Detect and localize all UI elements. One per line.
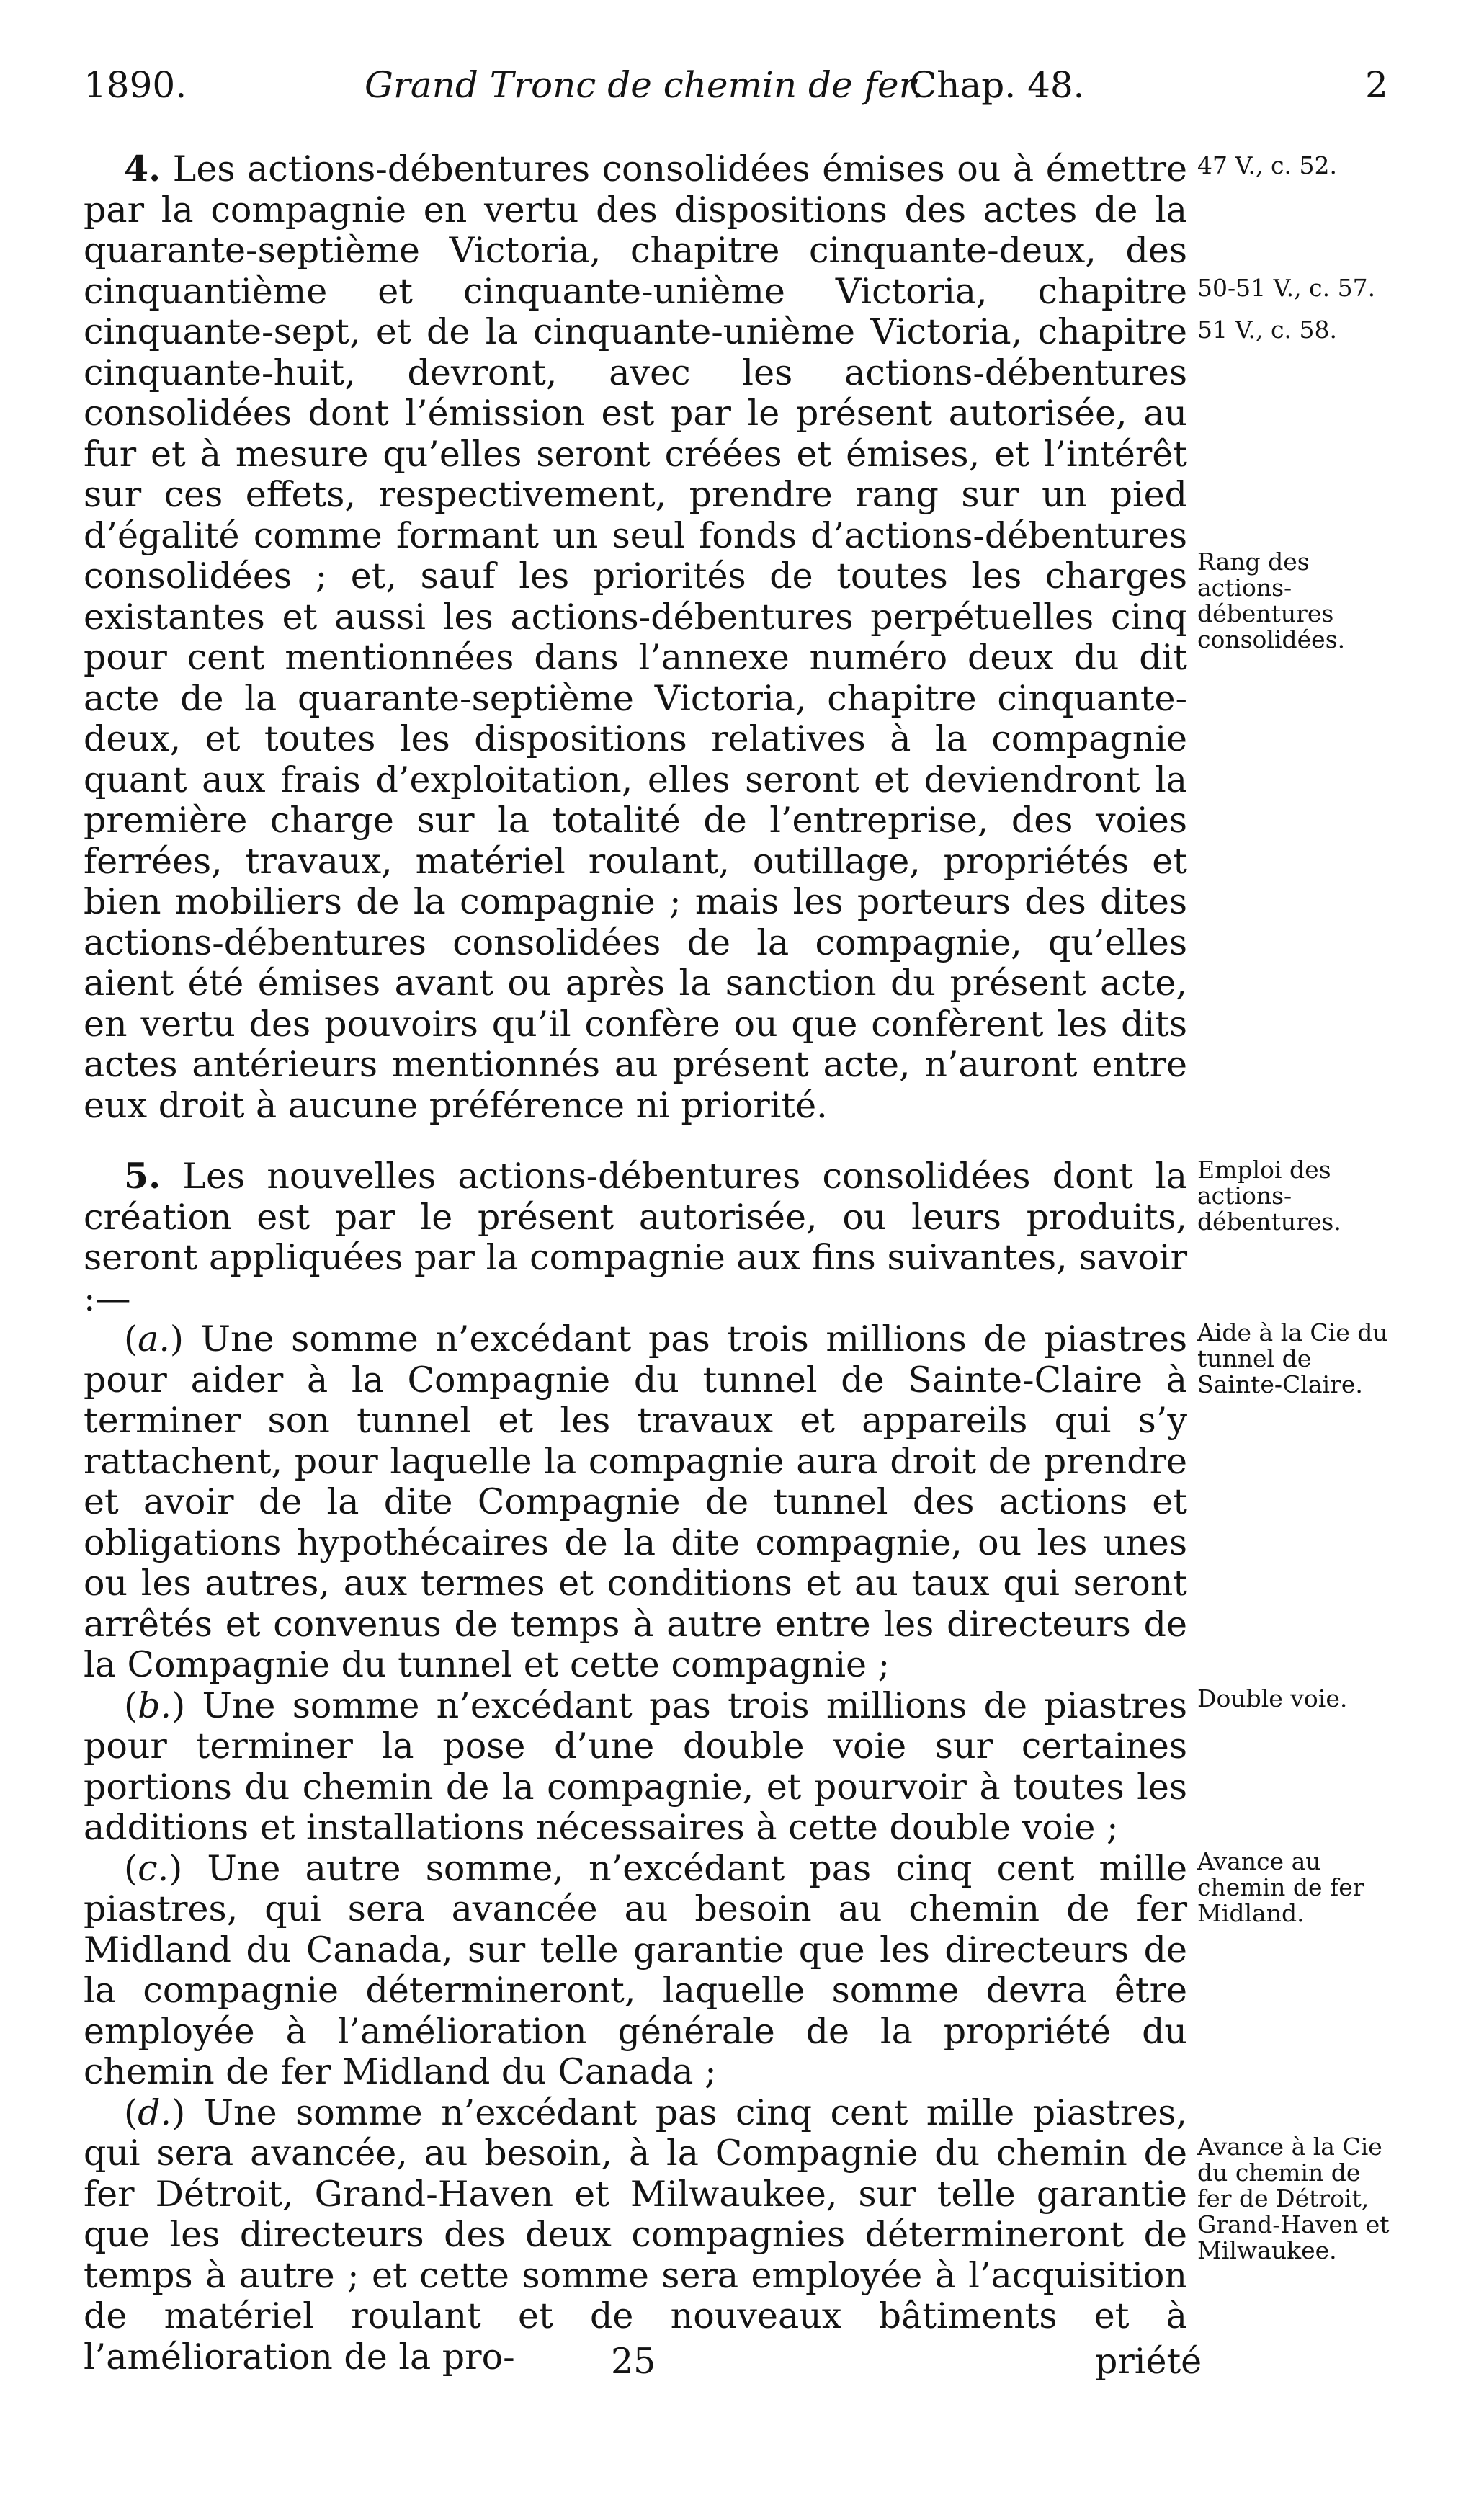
item-a-label: a. [138,1318,170,1360]
item-d-text: Une somme n’excédant pas cinq cent mille piastres, qui sera avancée, au besoin, à la Compagnie du chemin de fer Détroit, Grand-Haven et Milwaukee, sur telle garantie que les directeurs des deux compagnies détermineront de temps à autre ; et cette somme sera employée à l’acquisition de matériel roulant et de nouveaux bâtiments et à l’amélioration de la pro- [84,2091,1188,2378]
margin-note-avance-midland: Avance au chemin de fer Midland. [1197,1847,1364,1927]
margin-note-double-voie: Double voie. [1197,1684,1348,1713]
item-c: (c.) Une autre somme, n’excédant pas cinq cent mille piastres, qui sera avancée au besoin au chemin de fer Midland du Canada, sur telle garantie que les directeurs de la compagnie détermineront, laquelle somme devra être employée à l’amélioration générale de la propriété du chemin de fer Midland du Canada ; [84,1847,1187,2092]
header-title: Grand Tronc de chemin de fer. [365,64,924,106]
section-4-paragraph [84,148,1187,1126]
section-5-intro-paragraph [84,1156,1187,1319]
item-b: (b.) Une somme n’excédant pas trois millions de piastres pour terminer la pose d’une double voie sur certaines portions du chemin de la compagnie, et pourvoir à toutes les additions et installations nécessaires à cette double voie ; [84,1684,1187,1848]
section-4-text: Les actions-débentures consolidées émises ou à émettre par la compagnie en vertu des dispositions des actes de la quarante-septième Victoria, chapitre cinquante-deux, des cinquantième et cinquante-unième Victoria, chapitre cinquante-sept, et de la cinquante-unième Victoria, chapitre cinquante-huit, devront, avec les actions-débentures consolidées dont l’émission est par le présent autorisée, au fur et à mesure qu’elles seront créées et émises, et l’intérêt sur ces effets, respectivement, prendre rang sur un pied d’égalité comme formant un seul fonds d’actions-débentures consolidées ; et, sauf les priorités de toutes les charges existantes et aussi les actions-débentures perpétuelles cinq pour cent mentionnées dans l’annexe numéro deux du dit acte de la quarante-septième Victoria, chapitre cinquante-deux, et toutes les dispositions relatives à la compagnie quant aux frais d’exploitation, elles seront et deviendront la première charge sur la totalité de l’entreprise, des voies ferrées, travaux, matériel roulant, outillage, propriétés et bien mobiliers de la compagnie ; mais les porteurs des dites actions-débentures consolidées de la compagnie, qu’elles aient été émises avant ou après la sanction du présent acte, en vertu des pouvoirs qu’il confère ou que confèrent les dits actes antérieurs mentionnés au présent acte, n’auront entre eux droit à aucune préférence ni priorité. [84,148,1188,1126]
margin-note-ref-51v: 51 V., c. 58. [1197,316,1337,344]
margin-note-ref-47v: 47 V., c. 52. [1197,151,1337,179]
catchword: priété [1095,2341,1202,2382]
item-a-text: Une somme n’excédant pas trois millions de piastres pour aider à la Compagnie du tunnel de Sainte-Claire à terminer son tunnel et les travaux et appareils qui s’y rattachent, pour laquelle la compagnie aura droit de prendre et avoir de la dite Compagnie de tunnel des actions et obligations hypothécaires de la dite compagnie, ou les unes ou les autres, aux termes et conditions et au taux qui seront arrêtés et convenus de temps à autre entre les directeurs de la Compagnie du tunnel et cette compagnie ; [84,1318,1187,1685]
section-5-number: 5. [124,1155,161,1197]
item-a: (a.) Une somme n’excédant pas trois millions de piastres pour aider à la Compagnie du tunnel de Sainte-Claire à terminer son tunnel et les travaux et appareils qui s’y rattachent, pour laquelle la compagnie aura droit de prendre et avoir de la dite Compagnie de tunnel des actions et obligations hypothécaires de la dite compagnie, ou les unes ou les autres, aux termes et conditions et au taux qui seront arrêtés et convenus de temps à autre entre les directeurs de la Compagnie du tunnel et cette compagnie ; [84,1318,1187,1685]
margin-note-ref-50-51v: 50-51 V., c. 57. [1197,274,1376,302]
item-b-text: Une somme n’excédant pas trois millions de piastres pour terminer la pose d’une double voie sur certaines portions du chemin de la compagnie, et pourvoir à toutes les additions et installations nécessaires à cette double voie ; [84,1684,1187,1848]
item-c-text: Une autre somme, n’excédant pas cinq cent mille piastres, qui sera avancée au besoin au chemin de fer Midland du Canada, sur telle garantie que les directeurs de la compagnie détermineront, laquelle somme devra être employée à l’amélioration générale de la propriété du chemin de fer Midland du Canada ; [84,1847,1187,2092]
item-d-label: d. [138,2091,172,2133]
item-b-label: b. [138,1684,172,1726]
margin-note-avance-detroit: Avance à la Cie du chemin de fer de Détroit, Grand-Haven et Milwaukee. [1197,2133,1390,2264]
section-5 [84,1156,1187,2378]
margin-note-aide: Aide à la Cie du tunnel de Sainte-Claire. [1197,1318,1388,1398]
item-c-label: c. [138,1847,169,1889]
item-d: (d.) Une somme n’excédant pas cinq cent mille piastres, qui sera avancée, au besoin, à la Compagnie du chemin de fer Détroit, Grand-Haven et Milwaukee, sur telle garantie que les directeurs des deux compagnies détermineront de temps à autre ; et cette somme sera employée à l’acquisition de matériel roulant et de nouveaux bâtiments et à l’amélioration de la pro- [84,2091,1188,2378]
margin-note-rang: Rang des actions-débentures consolidées. [1197,548,1346,653]
header-chapter: Chap. 48. [909,64,1085,106]
section-4 [84,148,1187,1126]
section-5-intro: Les nouvelles actions-débentures consolidées dont la création est par le présent autorisée, ou leurs produits, seront appliquées par la compagnie aux fins suivantes, savoir :— [84,1156,1187,1319]
header-year: 1890. [84,64,187,106]
margin-note-emploi: Emploi des actions-débentures. [1197,1156,1341,1236]
header-page-number: 2 [1365,64,1388,106]
page-footer [0,2339,1484,2385]
section-4-number: 4. [124,148,161,189]
running-header [0,56,1484,114]
signature-mark: 25 [611,2341,656,2382]
